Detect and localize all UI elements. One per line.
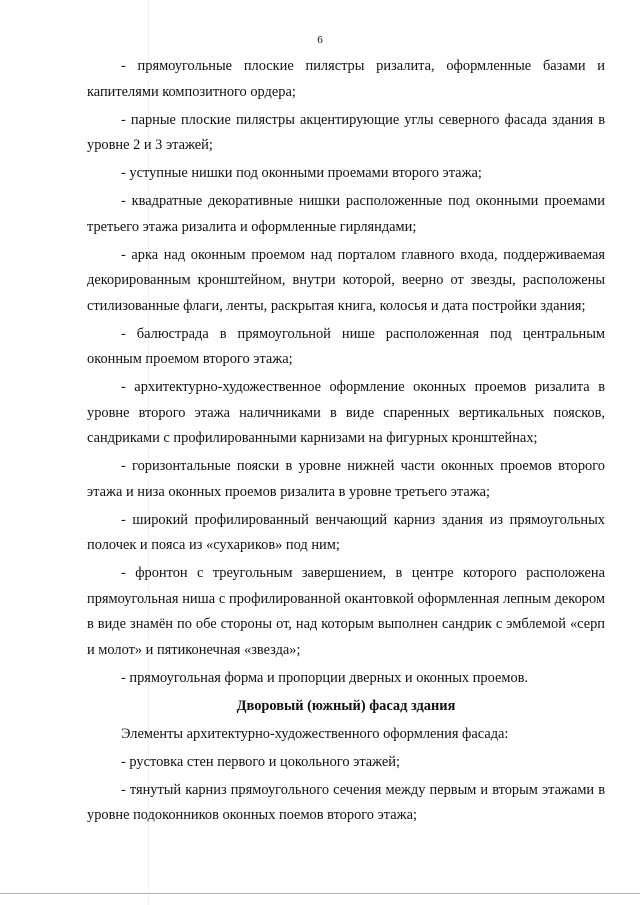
section-intro: Элементы архитектурно-художественного оформления фасада: <box>121 725 509 742</box>
list-item: - рустовка стен первого и цокольного этажей; <box>121 753 401 770</box>
section-heading: Дворовый (южный) фасад здания <box>236 697 456 714</box>
document-body <box>87 54 605 831</box>
list-item: - горизонтальные пояски в уровне нижней части оконных проемов второго этажа и низа оконных проемов ризалита в уровне третьего этажа; <box>87 458 605 500</box>
list-item: - фронтон с треугольным завершением, в центре которого расположена прямоугольная ниша с профилированной окантовкой оформленная лепным декором в виде знамён по обе стороны от, над которым выполнен сандрик с эмблемой «серп и молот» и пятиконечная «звезда»; <box>87 565 605 658</box>
page-number: 6 <box>317 34 323 46</box>
list-item: - тянутый карниз прямоугольного сечения между первым и вторым этажами в уровне подоконников оконных поемов второго этажа; <box>87 781 605 823</box>
list-item: - уступные нишки под оконными проемами второго этажа; <box>121 165 482 181</box>
list-item: - квадратные декоративные нишки расположенные под оконными проемами третьего этажа ризалита и оформленные гирляндами; <box>87 193 605 235</box>
list-item: - широкий профилированный венчающий карниз здания из прямоугольных полочек и пояса из «сухариков» под ним; <box>87 511 605 553</box>
list-item: - арка над оконным проемом над порталом главного входа, поддерживаемая декорированным кронштейном, внутри которой, веерно от звезды, расположены стилизованные флаги, ленты, раскрытая книга, колосья и дата постройки здания; <box>87 246 605 314</box>
list-item: - балюстрада в прямоугольной нише расположенная под центральным оконным проемом второго этажа; <box>87 325 605 367</box>
list-item: - архитектурно-художественное оформление оконных проемов ризалита в уровне второго этажа наличниками в виде спаренных вертикальных поясков, сандриками с профилированными карнизами на фигурных кронштейнах; <box>87 379 605 446</box>
page-bottom-edge <box>0 893 640 894</box>
list-item: - парные плоские пилястры акцентирующие углы северного фасада здания в уровне 2 и 3 этажей; <box>87 111 605 153</box>
list-item: - прямоугольные плоские пилястры ризалита, оформленные базами и капителями композитного ордера; <box>87 58 605 100</box>
list-item: - прямоугольная форма и пропорции дверных и оконных проемов. <box>121 669 529 686</box>
